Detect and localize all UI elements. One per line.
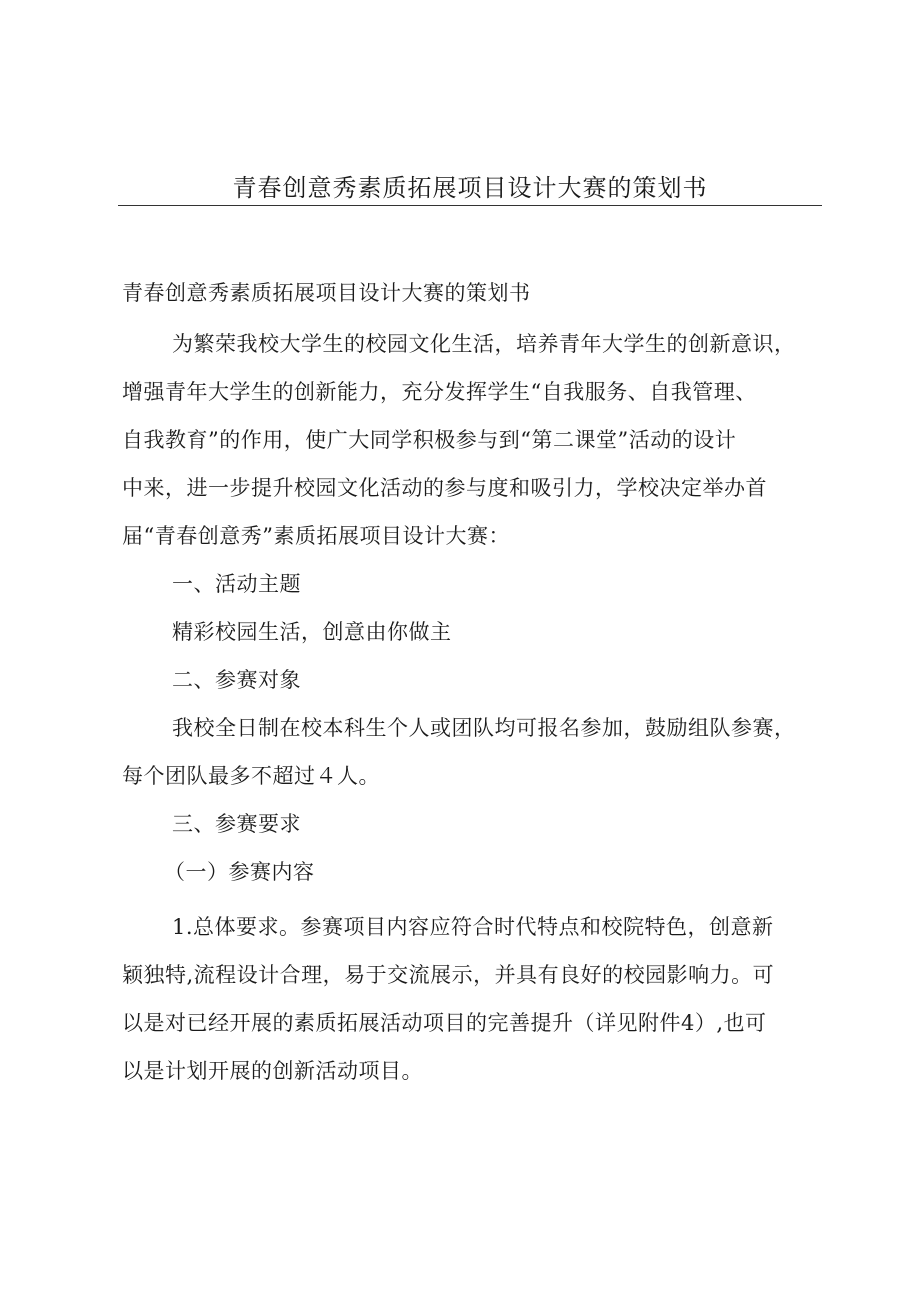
document-body-continued [122,903,832,1095]
document-body [122,320,832,896]
header-title: 青春创意秀素质拓展项目设计大赛的策划书 [232,174,708,202]
header-divider [118,205,822,206]
item-line: 颖独特,流程设计合理，易于交流展示，并具有良好的校园影响力。可 [122,963,775,987]
document-subtitle: 青春创意秀素质拓展项目设计大赛的策划书 [122,281,531,305]
item-line: 1.总体要求。参赛项目内容应符合时代特点和校院特色，创意新 [172,915,774,939]
section-text: 精彩校园生活，创意由你做主 [172,620,452,644]
intro-line: 届“青春创意秀”素质拓展项目设计大赛： [122,524,510,548]
intro-line: 自我教育”的作用，使广大同学积极参与到“第二课堂”活动的设计 [122,428,737,452]
intro-line: 增强青年大学生的创新能力，充分发挥学生“自我服务、自我管理、 [122,380,757,404]
item-line: 以是对已经开展的素质拓展活动项目的完善提升（详见附件4）,也可 [122,1011,767,1035]
section-heading: 三、参赛要求 [172,812,301,836]
intro-line: 为繁荣我校大学生的校园文化生活，培养青年大学生的创新意识， [172,332,796,356]
section-text-line: 每个团队最多不超过４人。 [122,764,380,788]
section-heading: 二、参赛对象 [172,668,301,692]
section-text-line: 我校全日制在校本科生个人或团队均可报名参加，鼓励组队参赛， [172,716,796,740]
subsection-heading: （一）参赛内容 [164,860,315,884]
intro-line: 中来，进一步提升校园文化活动的参与度和吸引力，学校决定举办首 [122,476,767,500]
section-heading: 一、活动主题 [172,572,301,596]
item-line: 以是计划开展的创新活动项目。 [122,1059,423,1083]
